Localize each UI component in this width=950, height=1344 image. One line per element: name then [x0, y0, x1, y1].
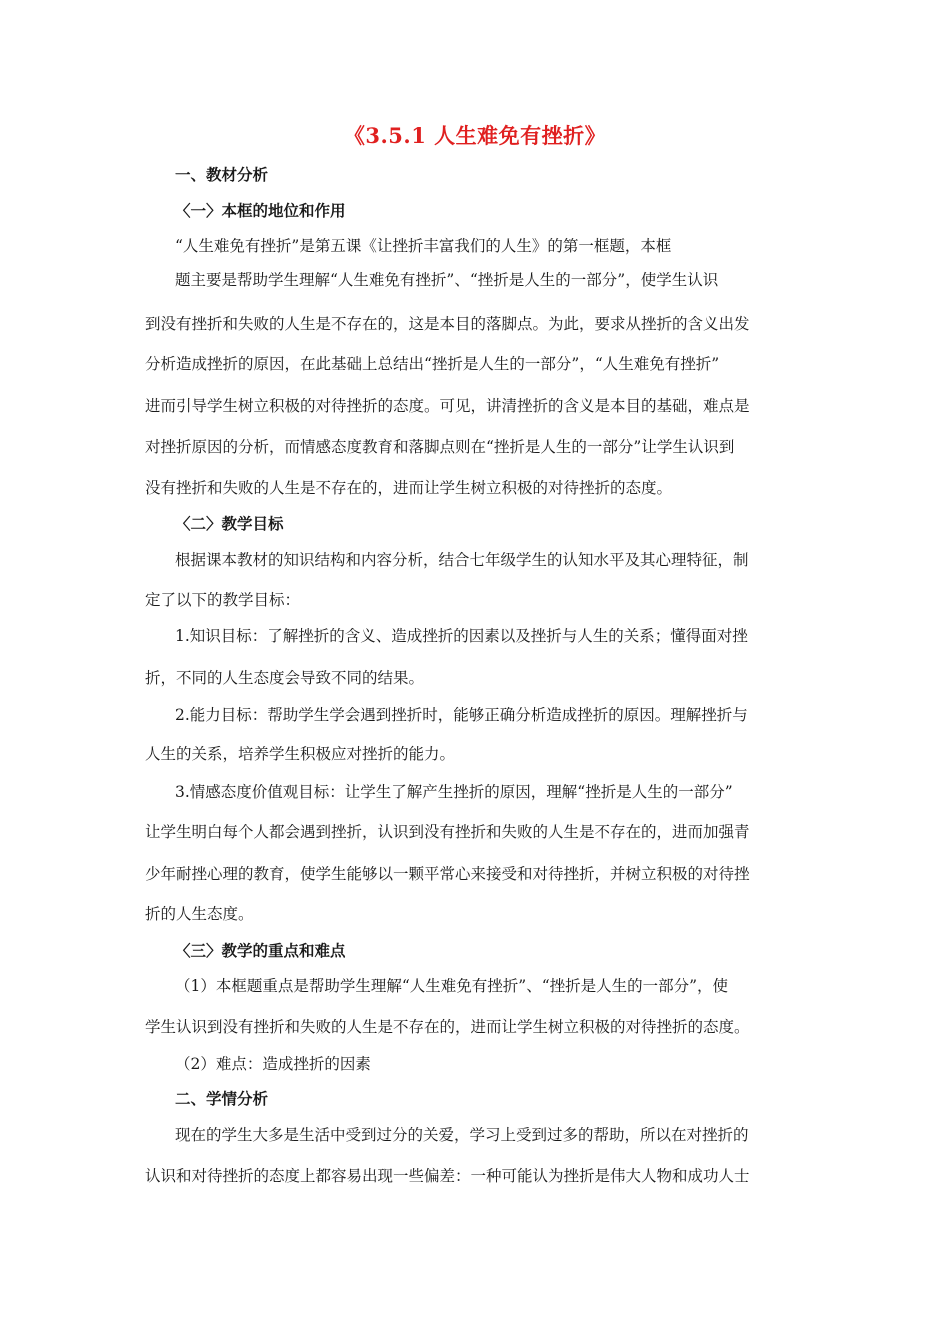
paragraph-line: （1）本框题重点是帮助学生理解“人生难免有挫折”、“挫折是人生的一部分”，使 — [175, 977, 729, 995]
paragraph-line: （2）难点：造成挫折的因素 — [175, 1055, 371, 1073]
subsection-heading: 〈一〉本框的地位和作用 — [175, 201, 346, 220]
paragraph-line: 进而引导学生树立积极的对待挫折的态度。可见，讲清挫折的含义是本目的基础，难点是 — [145, 397, 750, 415]
subsection-heading: 〈二〉教学目标 — [175, 514, 284, 533]
paragraph-line: 没有挫折和失败的人生是不存在的，进而让学生树立积极的对待挫折的态度。 — [145, 479, 673, 497]
document-title: 《3.5.1 人生难免有挫折》 — [343, 123, 607, 148]
paragraph-line: 对挫折原因的分析，而情感态度教育和落脚点则在“挫折是人生的一部分”让学生认识到 — [145, 438, 735, 456]
paragraph-line: 现在的学生大多是生活中受到过分的关爱，学习上受到过多的帮助，所以在对挫折的 — [175, 1126, 749, 1144]
subsection-heading: 〈三〉教学的重点和难点 — [175, 941, 346, 960]
paragraph-line: 到没有挫折和失败的人生是不存在的，这是本目的落脚点。为此，要求从挫折的含义出发 — [145, 315, 750, 333]
paragraph-line: 学生认识到没有挫折和失败的人生是不存在的，进而让学生树立积极的对待挫折的态度。 — [145, 1018, 750, 1036]
section-heading: 二、学情分析 — [175, 1089, 269, 1108]
paragraph-line: “人生难免有挫折”是第五课《让挫折丰富我们的人生》的第一框题，本框 — [175, 237, 672, 255]
paragraph-line: 认识和对待挫折的态度上都容易出现一些偏差：一种可能认为挫折是伟大人物和成功人士 — [145, 1167, 750, 1185]
paragraph-line: 少年耐挫心理的教育，使学生能够以一颗平常心来接受和对待挫折，并树立积极的对待挫 — [145, 865, 750, 883]
paragraph-line: 分析造成挫折的原因，在此基础上总结出“挫折是人生的一部分”，“人生难免有挫折” — [145, 355, 720, 373]
paragraph-line: 2.能力目标：帮助学生学会遇到挫折时，能够正确分析造成挫折的原因。理解挫折与 — [175, 706, 748, 724]
paragraph-line: 根据课本教材的知识结构和内容分析，结合七年级学生的认知水平及其心理特征，制 — [175, 551, 749, 569]
paragraph-line: 人生的关系，培养学生积极应对挫折的能力。 — [145, 745, 456, 763]
paragraph-line: 题主要是帮助学生理解“人生难免有挫折”、“挫折是人生的一部分”，使学生认识 — [175, 271, 719, 289]
paragraph-line: 1.知识目标：了解挫折的含义、造成挫折的因素以及挫折与人生的关系；懂得面对挫 — [175, 627, 748, 645]
section-heading: 一、教材分析 — [175, 165, 269, 184]
paragraph-line: 定了以下的教学目标： — [145, 591, 301, 609]
paragraph-line: 3.情感态度价值观目标：让学生了解产生挫折的原因，理解“挫折是人生的一部分” — [175, 783, 733, 801]
paragraph-line: 折的人生态度。 — [145, 905, 254, 923]
paragraph-line: 折，不同的人生态度会导致不同的结果。 — [145, 669, 425, 687]
paragraph-line: 让学生明白每个人都会遇到挫折，认识到没有挫折和失败的人生是不存在的，进而加强青 — [145, 823, 750, 841]
